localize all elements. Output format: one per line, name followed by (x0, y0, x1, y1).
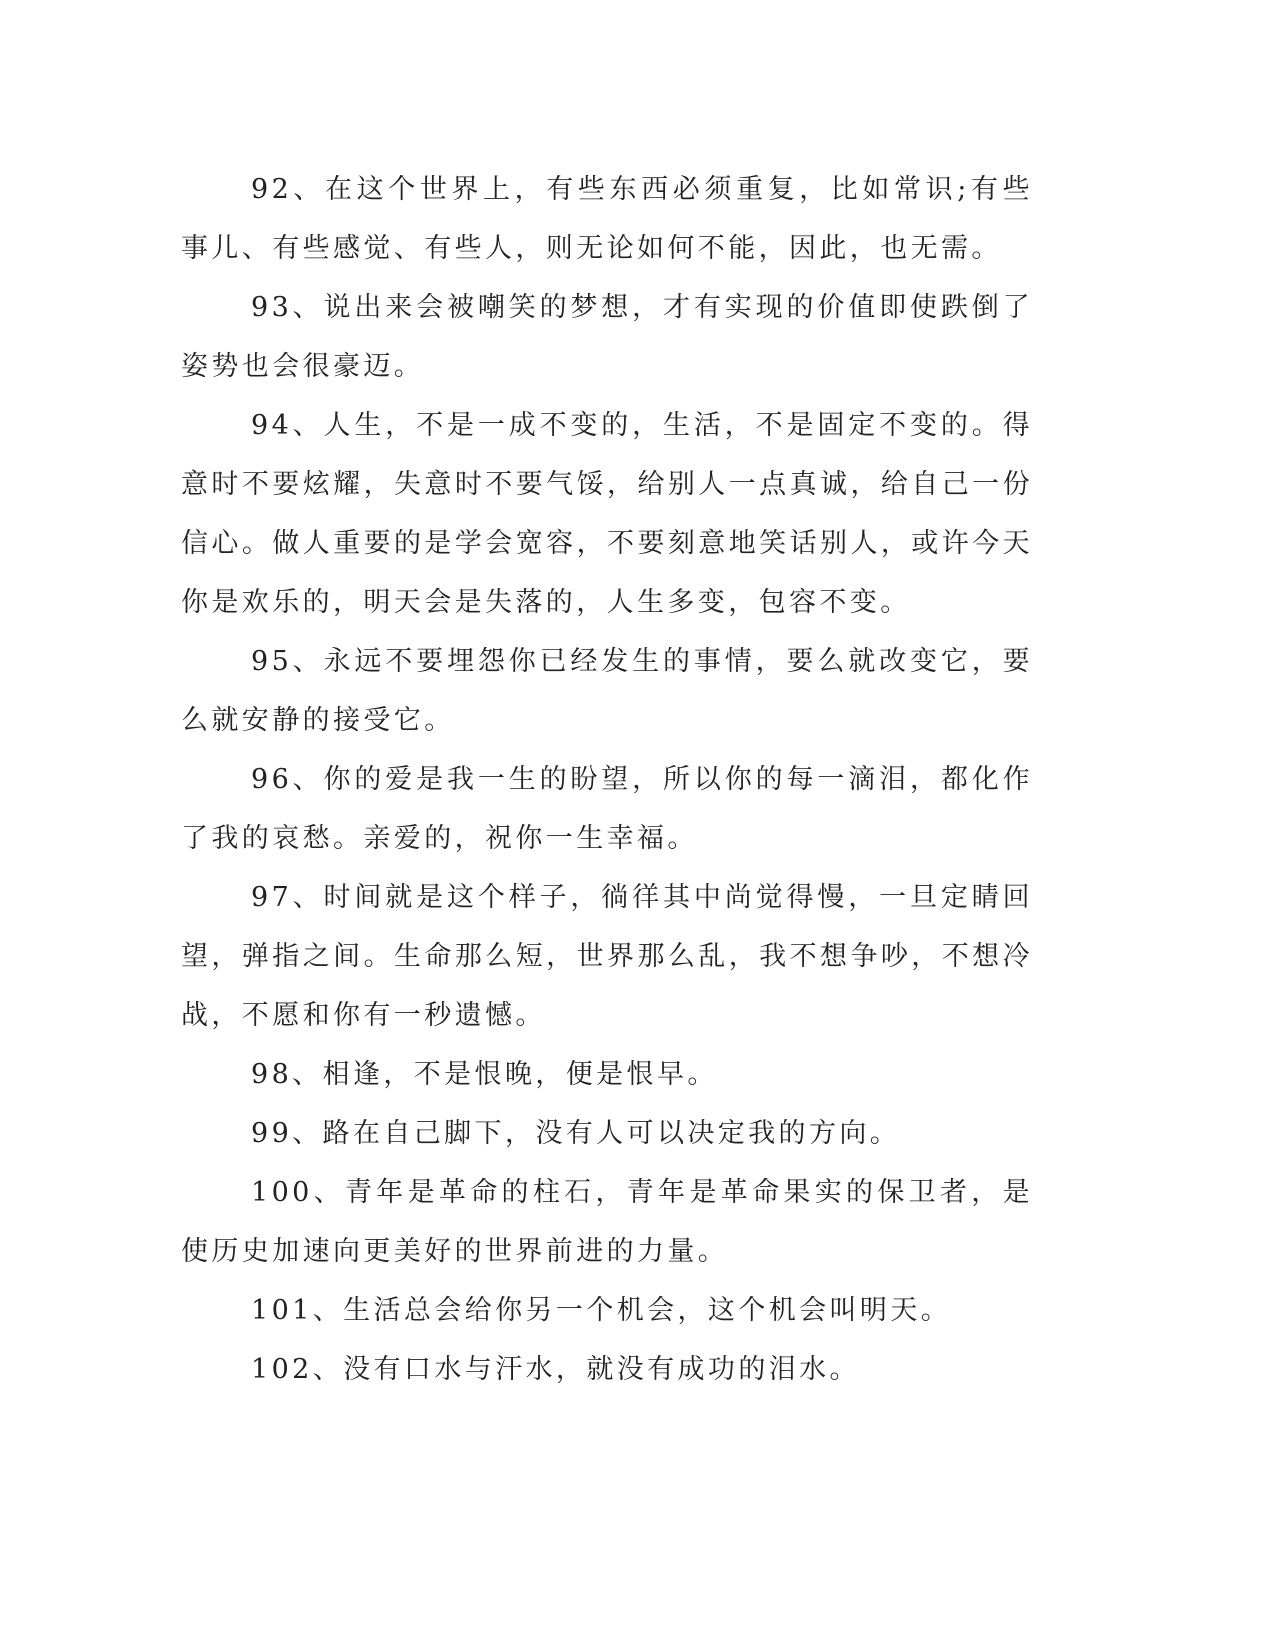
quote-paragraph-102: 102、没有口水与汗水，就没有成功的泪水。 (251, 1354, 860, 1385)
quote-paragraph-98: 98、相逢，不是恨晚，便是恨早。 (251, 1059, 718, 1090)
quote-paragraph-94: 94、人生，不是一成不变的，生活，不是固定不变的。得意时不要炫耀，失意时不要气馁，给别人一点真诚，给自己一份信心。做人重要的是学会宽容，不要刻意地笑话别人，或许今天你是欢乐的，明天会是失落的，人生多变，包容不变。 (181, 410, 1033, 618)
quote-paragraph-100: 100、青年是革命的柱石，青年是革命果实的保卫者，是使历史加速向更美好的世界前进的力量。 (181, 1177, 1033, 1267)
quote-paragraph-99: 99、路在自己脚下，没有人可以决定我的方向。 (251, 1118, 901, 1149)
quote-paragraph-96: 96、你的爱是我一生的盼望，所以你的每一滴泪，都化作了我的哀愁。亲爱的，祝你一生幸福。 (181, 764, 1033, 854)
quote-paragraph-93: 93、说出来会被嘲笑的梦想，才有实现的价值即使跌倒了姿势也会很豪迈。 (181, 292, 1033, 382)
quote-paragraph-97: 97、时间就是这个样子，徜徉其中尚觉得慢，一旦定睛回望，弹指之间。生命那么短，世界那么乱，我不想争吵，不想冷战，不愿和你有一秒遗憾。 (181, 882, 1033, 1031)
quote-paragraph-101: 101、生活总会给你另一个机会，这个机会叫明天。 (251, 1295, 952, 1326)
document-body (181, 160, 1033, 1399)
quote-paragraph-92: 92、在这个世界上，有些东西必须重复，比如常识;有些事儿、有些感觉、有些人，则无论如何不能，因此，也无需。 (181, 174, 1033, 264)
quote-paragraph-95: 95、永远不要埋怨你已经发生的事情，要么就改变它，要么就安静的接受它。 (181, 646, 1033, 736)
